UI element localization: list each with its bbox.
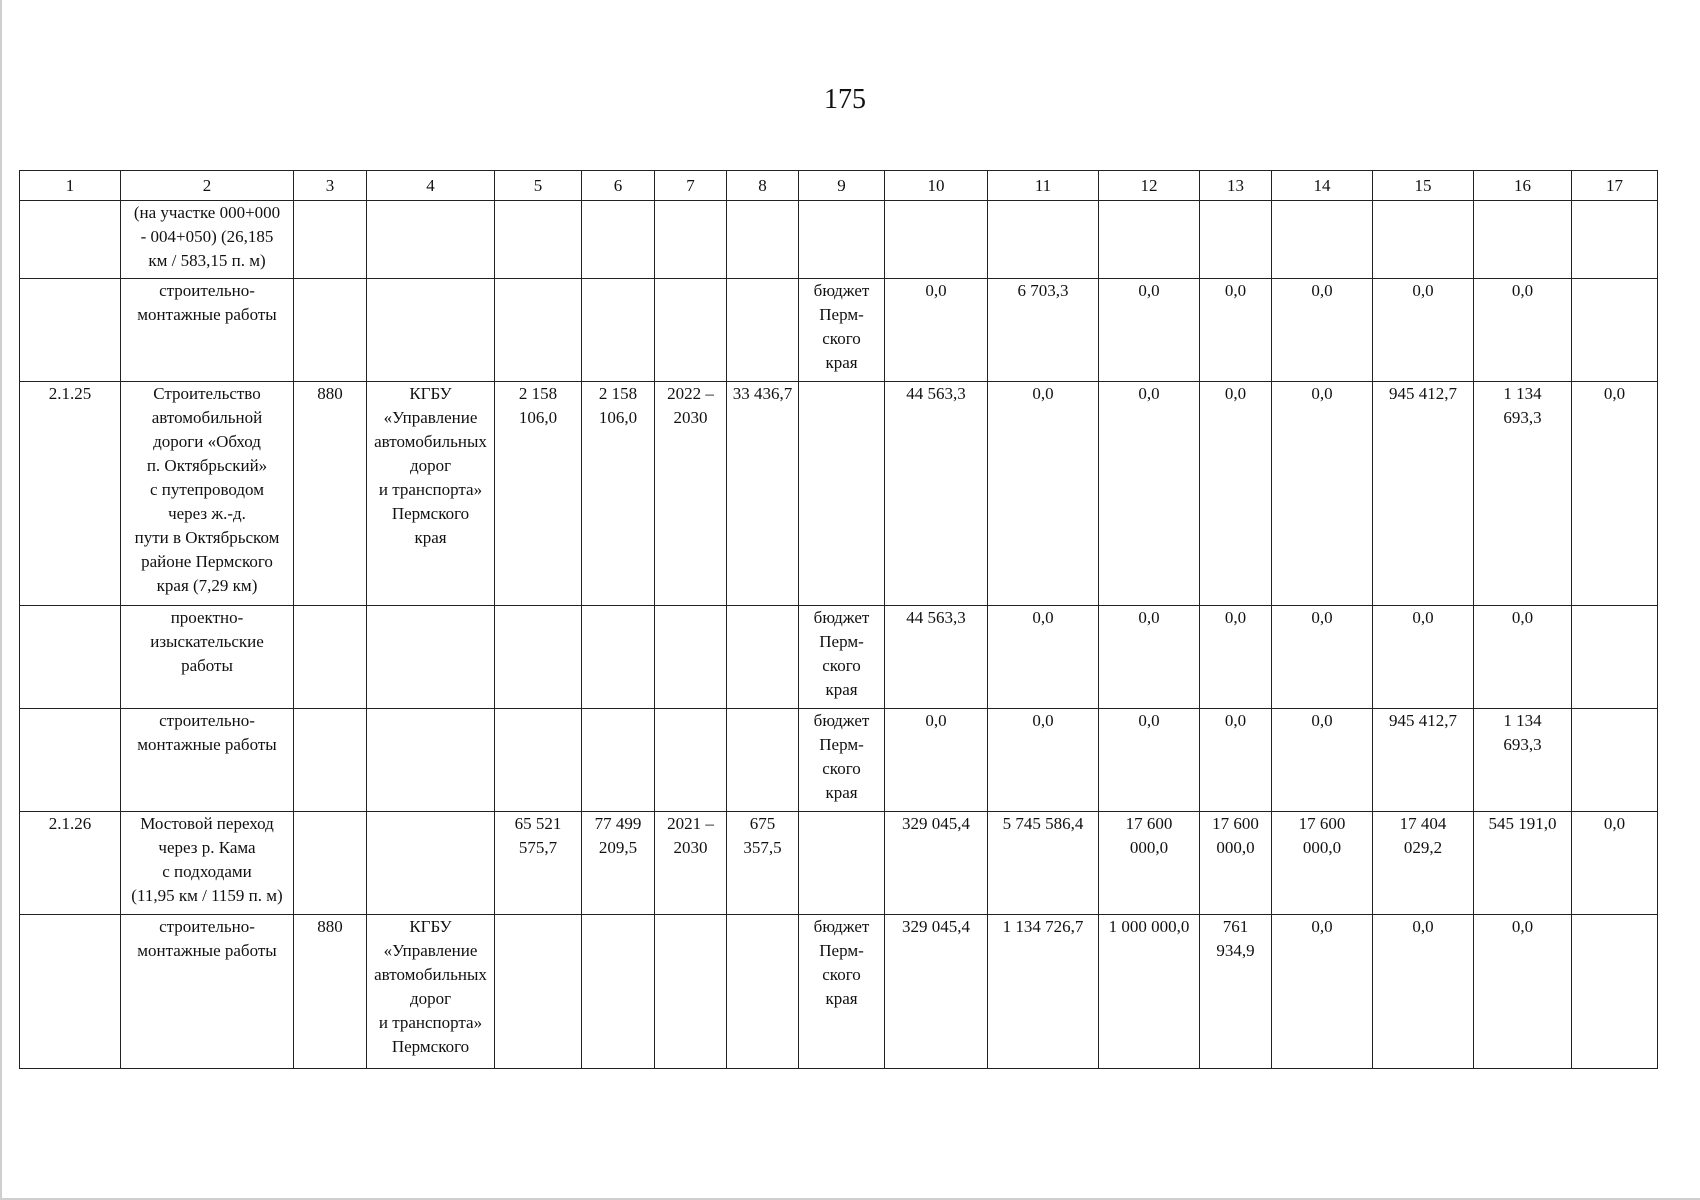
table-cell: Мостовой переход через р. Кама с подходами (11,95 км / 1159 п. м) [121,812,294,915]
header-cell: 16 [1474,171,1572,201]
table-cell: 2022 – 2030 [655,382,727,606]
header-cell: 4 [367,171,495,201]
table-cell [799,382,885,606]
table-cell: 880 [294,382,367,606]
table-row [20,382,1658,606]
table-cell [1373,201,1474,279]
table-cell [655,279,727,382]
header-cell: 11 [988,171,1099,201]
header-cell: 14 [1272,171,1373,201]
table-cell [20,201,121,279]
table-cell: 0,0 [988,606,1099,709]
table-cell [495,606,582,709]
table-cell: (на участке 000+000 - 004+050) (26,185 км / 583,15 п. м) [121,201,294,279]
table-row [20,812,1658,915]
header-cell: 10 [885,171,988,201]
header-cell: 17 [1572,171,1658,201]
table-cell: 329 045,4 [885,812,988,915]
table-cell [655,606,727,709]
table-cell [495,709,582,812]
table-cell: 0,0 [1373,915,1474,1069]
table-cell [20,915,121,1069]
table-cell [495,279,582,382]
table-cell: 2 158 106,0 [495,382,582,606]
table-cell: 0,0 [1373,279,1474,382]
table-cell: 2.1.25 [20,382,121,606]
table-cell [367,709,495,812]
table-cell: проектно- изыскательские работы [121,606,294,709]
table-cell: 0,0 [1373,606,1474,709]
table-cell [1572,279,1658,382]
table-row [20,915,1658,1069]
table-cell: 0,0 [1099,279,1200,382]
table-cell: 0,0 [1572,382,1658,606]
table-cell: строительно- монтажные работы [121,915,294,1069]
table-cell [799,201,885,279]
table-cell: 545 191,0 [1474,812,1572,915]
table-cell [582,606,655,709]
table-cell: КГБУ «Управление автомобильных дорог и транспорта» Пермского края [367,382,495,606]
header-cell: 2 [121,171,294,201]
table-cell [582,915,655,1069]
header-cell: 7 [655,171,727,201]
table-cell [495,201,582,279]
table-cell: 0,0 [988,382,1099,606]
table-cell: 2021 – 2030 [655,812,727,915]
header-cell: 9 [799,171,885,201]
table-cell: строительно- монтажные работы [121,279,294,382]
table-cell: 0,0 [988,709,1099,812]
table-cell: 2.1.26 [20,812,121,915]
table-cell: 1 134 726,7 [988,915,1099,1069]
table-cell [294,812,367,915]
table-row [20,606,1658,709]
table-cell: 0,0 [885,279,988,382]
table-cell [1572,201,1658,279]
table-cell: бюджет Перм- ского края [799,915,885,1069]
table-cell [20,279,121,382]
table-cell: 0,0 [1200,382,1272,606]
table-cell [988,201,1099,279]
table-cell: 17 600 000,0 [1272,812,1373,915]
header-cell: 3 [294,171,367,201]
table-cell [294,201,367,279]
table-cell [582,279,655,382]
table-cell: 0,0 [1099,606,1200,709]
table-cell: 0,0 [1272,709,1373,812]
table-cell [294,709,367,812]
table-cell: КГБУ «Управление автомобильных дорог и транспорта» Пермского [367,915,495,1069]
table-cell [20,709,121,812]
table-cell: 675 357,5 [727,812,799,915]
table-cell [582,201,655,279]
table-cell: 880 [294,915,367,1069]
header-row [20,171,1658,201]
table-cell: 1 000 000,0 [1099,915,1200,1069]
table-cell: 17 600 000,0 [1099,812,1200,915]
table-cell: 945 412,7 [1373,709,1474,812]
table-cell [294,279,367,382]
table-cell: Строительство автомобильной дороги «Обход п. Октябрьский» с путепроводом через ж.-д. пути в Октябрьском районе Пермского края (7,29 км) [121,382,294,606]
table-cell [655,709,727,812]
table-cell: 1 134 693,3 [1474,382,1572,606]
table-cell [495,915,582,1069]
table-cell: 77 499 209,5 [582,812,655,915]
table-cell: 0,0 [1200,279,1272,382]
table-cell: 329 045,4 [885,915,988,1069]
header-cell: 5 [495,171,582,201]
header-cell: 1 [20,171,121,201]
table-cell: 0,0 [1272,279,1373,382]
table-cell: бюджет Перм- ского края [799,279,885,382]
table-row [20,279,1658,382]
table-cell [1272,201,1373,279]
data-table [19,170,1658,1069]
table-cell: 0,0 [1474,915,1572,1069]
table-cell: 6 703,3 [988,279,1099,382]
table-cell: строительно- монтажные работы [121,709,294,812]
page-number: 175 [824,84,866,115]
table-cell: бюджет Перм- ского края [799,709,885,812]
table-cell: 44 563,3 [885,606,988,709]
table-cell [727,606,799,709]
table-cell [1572,606,1658,709]
table-cell [799,812,885,915]
table-cell: 2 158 106,0 [582,382,655,606]
table-cell [1099,201,1200,279]
table-cell: 0,0 [1272,382,1373,606]
table-cell: 65 521 575,7 [495,812,582,915]
table-cell: 33 436,7 [727,382,799,606]
table-cell: 1 134 693,3 [1474,709,1572,812]
table-cell [294,606,367,709]
table-cell: 0,0 [1474,279,1572,382]
table-cell [885,201,988,279]
table-row [20,201,1658,279]
table-cell [367,606,495,709]
table-cell: 0,0 [1474,606,1572,709]
table-cell [727,709,799,812]
table-cell: 761 934,9 [1200,915,1272,1069]
header-cell: 15 [1373,171,1474,201]
header-cell: 8 [727,171,799,201]
table-cell: 0,0 [1200,606,1272,709]
table-cell [367,279,495,382]
table-cell: 945 412,7 [1373,382,1474,606]
table-cell [1572,709,1658,812]
table-cell: 0,0 [1099,382,1200,606]
table-cell: 5 745 586,4 [988,812,1099,915]
table-cell [655,915,727,1069]
table-cell [367,201,495,279]
header-cell: 6 [582,171,655,201]
table-cell [367,812,495,915]
table-cell [1474,201,1572,279]
table-cell: 0,0 [1099,709,1200,812]
header-cell: 13 [1200,171,1272,201]
table-cell [727,279,799,382]
table-cell [727,201,799,279]
table-cell [1200,201,1272,279]
table-cell [727,915,799,1069]
table-cell [1572,915,1658,1069]
table-cell: 0,0 [885,709,988,812]
table-row [20,709,1658,812]
header-cell: 12 [1099,171,1200,201]
table-cell: 17 600 000,0 [1200,812,1272,915]
table-cell [582,709,655,812]
table-cell: 0,0 [1272,606,1373,709]
table-cell [655,201,727,279]
table-cell [20,606,121,709]
table-cell: 0,0 [1572,812,1658,915]
table-cell: бюджет Перм- ского края [799,606,885,709]
table-cell: 0,0 [1200,709,1272,812]
table-cell: 44 563,3 [885,382,988,606]
table-cell: 0,0 [1272,915,1373,1069]
table-cell: 17 404 029,2 [1373,812,1474,915]
